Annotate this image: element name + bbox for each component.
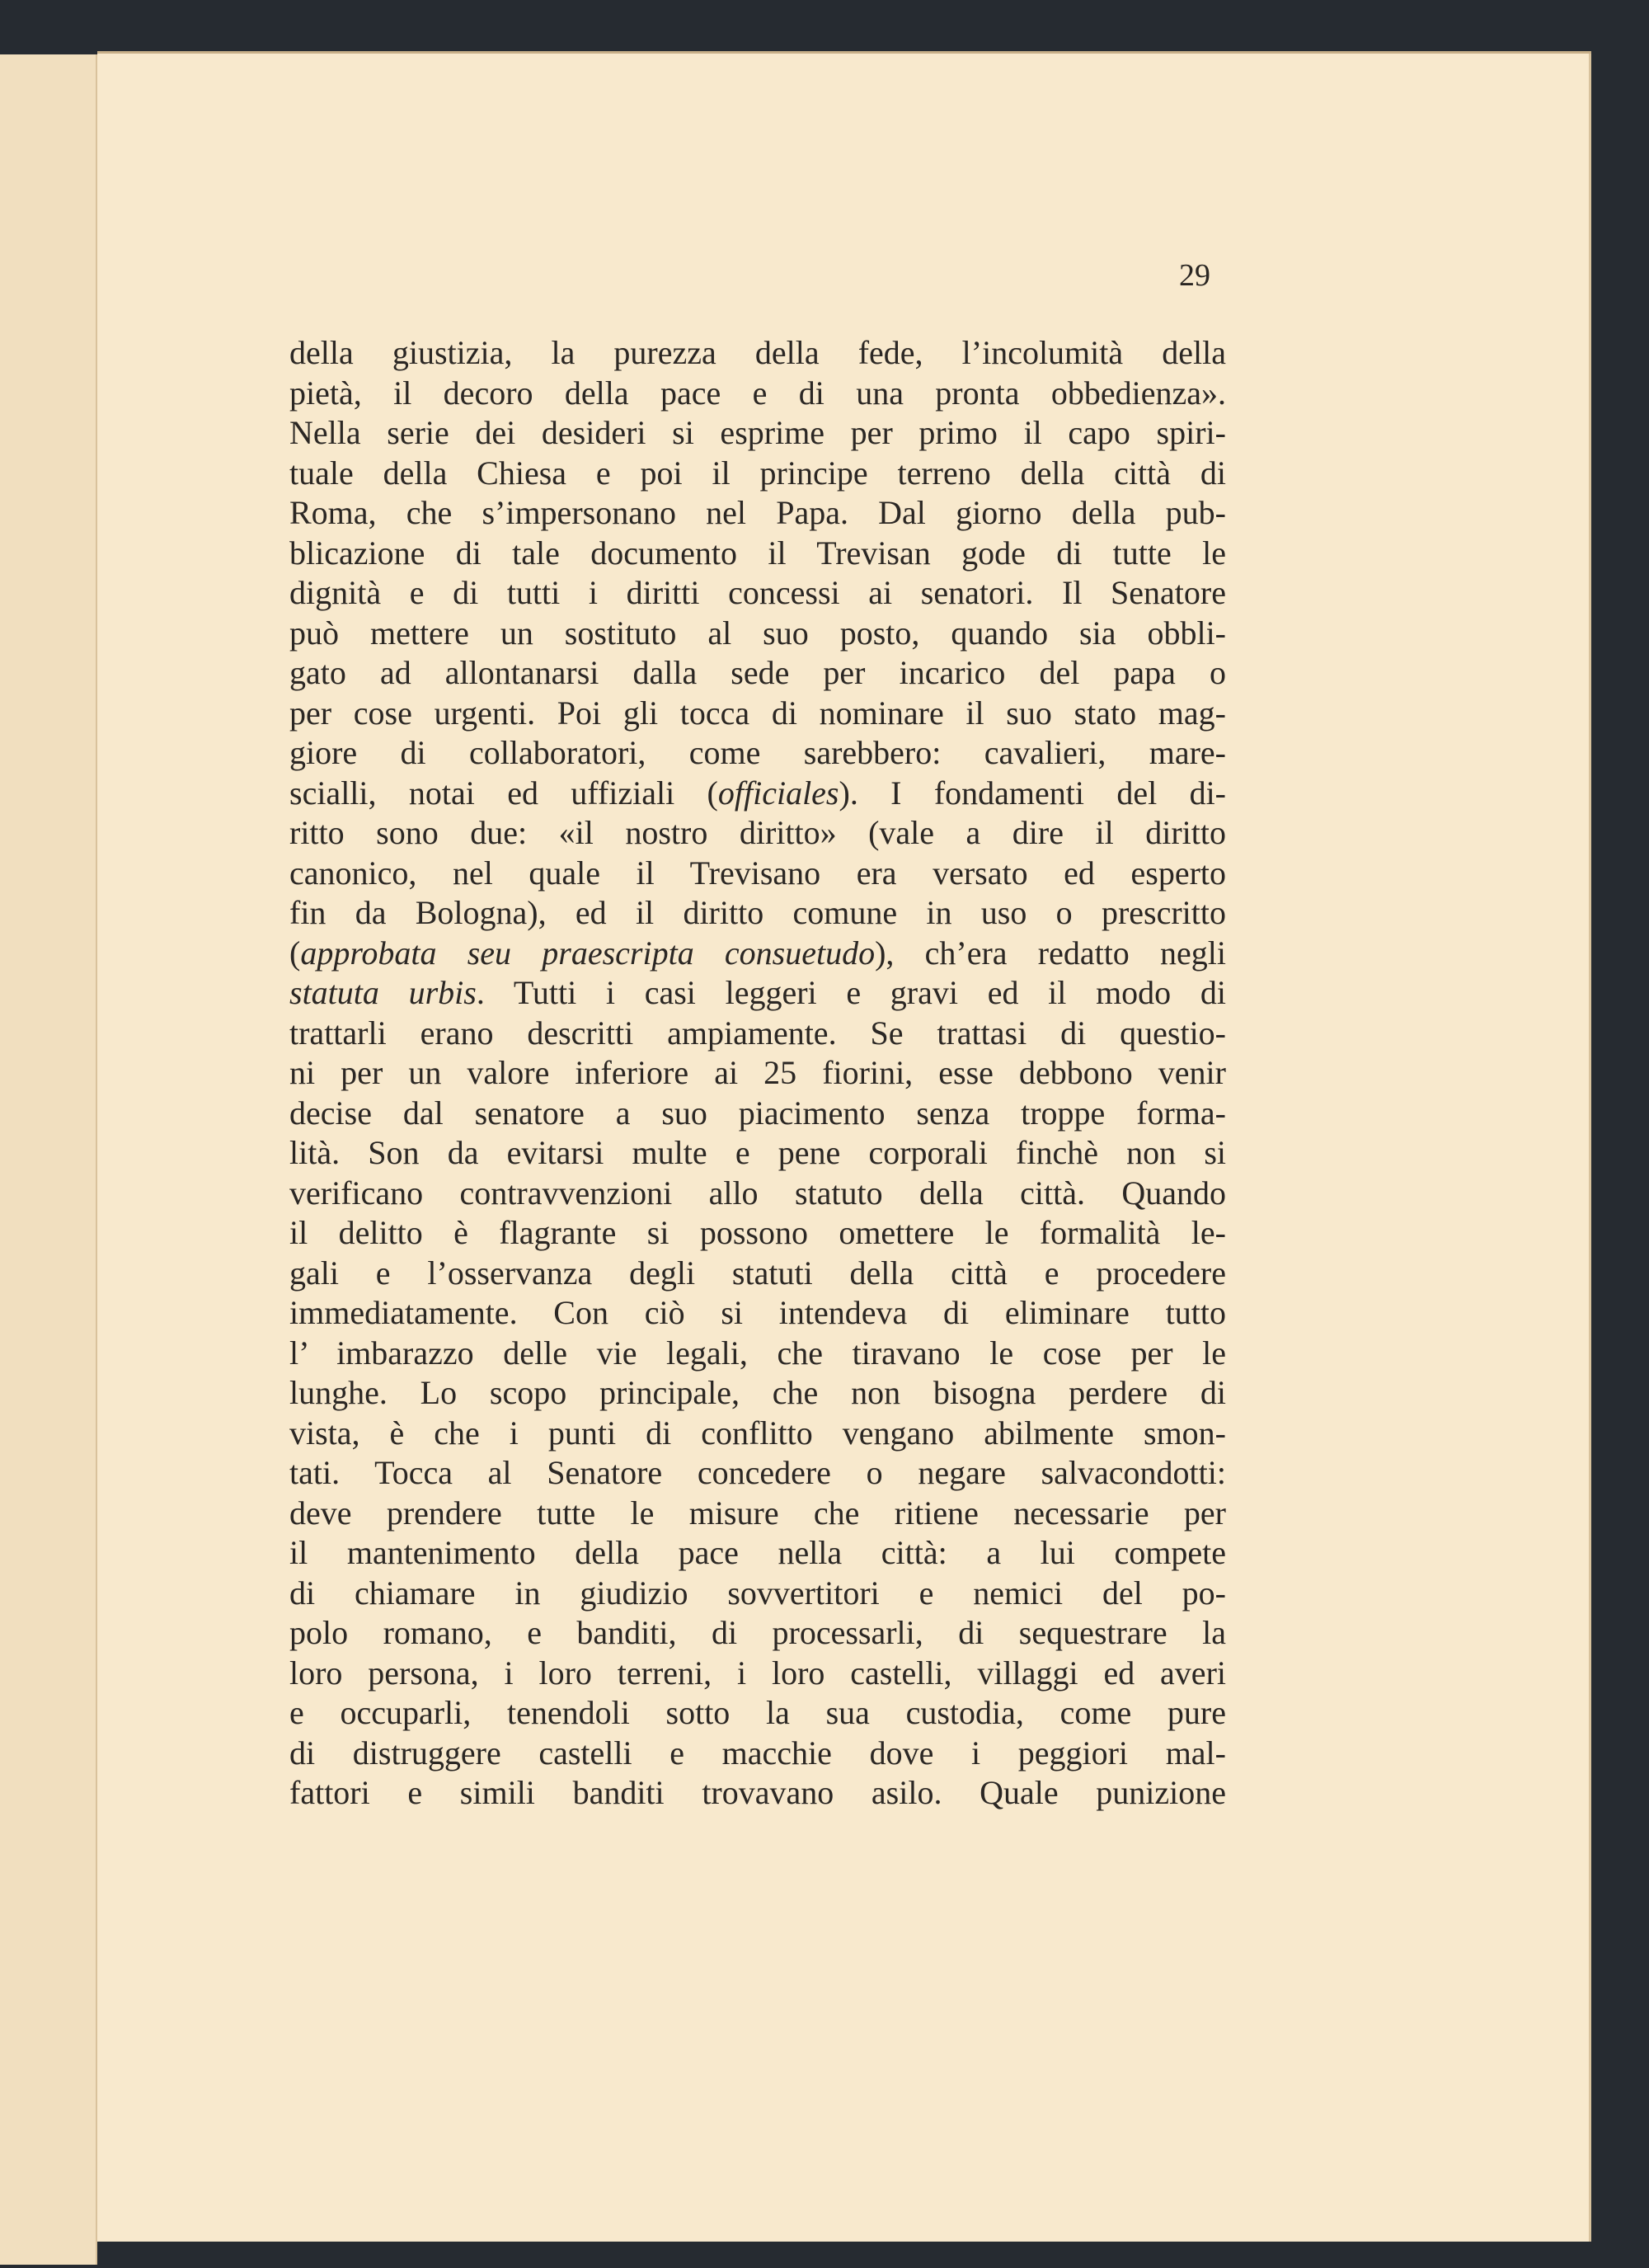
text-segment: giore di collaboratori, come sarebbero: cavalieri, mare- xyxy=(289,734,1226,771)
text-segment: ritto sono due: «il nostro diritto» (vale a dire il diritto xyxy=(289,814,1226,851)
text-segment: polo romano, e banditi, di processarli, di sequestrare la xyxy=(289,1614,1226,1651)
body-text xyxy=(289,333,1226,1814)
text-line xyxy=(289,454,1226,494)
text-segment: lunghe. Lo scopo principale, che non bisogna perdere di xyxy=(289,1374,1226,1411)
text-line xyxy=(289,493,1226,534)
text-segment: ni per un valore inferiore ai 25 fiorini, esse debbono venir xyxy=(289,1054,1226,1091)
text-line xyxy=(289,1613,1226,1654)
text-line xyxy=(289,333,1226,374)
text-line xyxy=(289,1693,1226,1734)
text-segment: di chiamare in giudizio sovvertitori e nemici del po- xyxy=(289,1574,1226,1612)
text-line xyxy=(289,934,1226,974)
text-line xyxy=(289,614,1226,654)
italic-text: officiales xyxy=(717,774,839,812)
text-segment: dignità e di tutti i diritti concessi ai senatori. Il Senatore xyxy=(289,574,1226,611)
text-segment: gali e l’osservanza degli statuti della città e procedere xyxy=(289,1254,1226,1292)
text-line xyxy=(289,694,1226,734)
text-segment: Nella serie dei desideri si esprime per primo il capo spiri- xyxy=(289,414,1226,451)
text-segment: trattarli erano descritti ampiamente. Se trattasi di questio- xyxy=(289,1014,1226,1052)
text-segment: tati. Tocca al Senatore concedere o negare salvacondotti: xyxy=(289,1454,1226,1491)
text-line xyxy=(289,973,1226,1014)
text-line xyxy=(289,813,1226,854)
text-segment: il mantenimento della pace nella città: a lui compete xyxy=(289,1534,1226,1571)
text-segment: lità. Son da evitarsi multe e pene corporali finchè non si xyxy=(289,1134,1226,1171)
text-segment: scialli, notai ed uffiziali ( xyxy=(289,774,718,812)
text-segment: immediatamente. Con ciò si intendeva di eliminare tutto xyxy=(289,1294,1226,1331)
text-segment: tuale della Chiesa e poi il principe terreno della città di xyxy=(289,454,1226,492)
text-line xyxy=(289,534,1226,574)
text-line xyxy=(289,413,1226,454)
text-line xyxy=(289,854,1226,894)
text-line xyxy=(289,1053,1226,1094)
text-segment: loro persona, i loro terreni, i loro castelli, villaggi ed averi xyxy=(289,1654,1226,1692)
text-segment: canonico, nel quale il Trevisano era versato ed esperto xyxy=(289,854,1226,892)
text-line xyxy=(289,1334,1226,1374)
text-segment: pietà, il decoro della pace e di una pronta obbedienza». xyxy=(289,374,1226,412)
text-segment: decise dal senatore a suo piacimento senza troppe forma- xyxy=(289,1094,1226,1132)
text-segment: blicazione di tale documento il Trevisan gode di tutte le xyxy=(289,534,1226,572)
text-segment: Roma, che s’impersonano nel Papa. Dal giorno della pub- xyxy=(289,494,1226,531)
text-segment: verificano contravvenzioni allo statuto della città. Quando xyxy=(289,1174,1226,1212)
text-line xyxy=(289,653,1226,694)
text-line xyxy=(289,1734,1226,1774)
previous-page-edge xyxy=(0,54,97,2265)
text-line xyxy=(289,1453,1226,1494)
text-line xyxy=(289,1494,1226,1534)
text-segment: fin da Bologna), ed il diritto comune in uso o prescritto xyxy=(289,894,1226,931)
text-line xyxy=(289,733,1226,774)
text-segment: vista, è che i punti di conflitto vengano abilmente smon- xyxy=(289,1414,1226,1452)
text-line xyxy=(289,1094,1226,1134)
text-line xyxy=(289,1373,1226,1414)
text-segment: ), ch’era redatto negli xyxy=(875,934,1226,972)
text-segment: il delitto è flagrante si possono omettere le formalità le- xyxy=(289,1214,1226,1251)
text-line xyxy=(289,1133,1226,1174)
text-line xyxy=(289,1414,1226,1454)
text-segment: l’ imbarazzo delle vie legali, che tiravano le cose per le xyxy=(289,1334,1226,1372)
text-segment: fattori e simili banditi trovavano asilo. Quale punizione xyxy=(289,1774,1226,1811)
text-line xyxy=(289,1773,1226,1814)
text-line xyxy=(289,1293,1226,1334)
text-segment: per cose urgenti. Poi gli tocca di nominare il suo stato mag- xyxy=(289,694,1226,732)
text-line xyxy=(289,1654,1226,1694)
text-line xyxy=(289,1014,1226,1054)
text-line xyxy=(289,1174,1226,1214)
italic-text: statuta urbis xyxy=(289,974,477,1011)
text-segment: della giustizia, la purezza della fede, l’incolumità della xyxy=(289,334,1226,371)
text-line xyxy=(289,1254,1226,1294)
italic-text: approbata seu praescripta consuetudo xyxy=(300,934,876,972)
text-line xyxy=(289,1533,1226,1574)
text-line xyxy=(289,374,1226,414)
text-segment: deve prendere tutte le misure che ritiene necessarie per xyxy=(289,1494,1226,1532)
text-line xyxy=(289,573,1226,614)
text-line xyxy=(289,774,1226,814)
page-number: 29 xyxy=(1179,258,1210,293)
text-line xyxy=(289,893,1226,934)
text-segment: ). I fondamenti del di- xyxy=(839,774,1226,812)
text-segment: di distruggere castelli e macchie dove i peggiori mal- xyxy=(289,1734,1226,1772)
text-line xyxy=(289,1213,1226,1254)
text-segment: gato ad allontanarsi dalla sede per incarico del papa o xyxy=(289,654,1226,691)
text-segment: può mettere un sostituto al suo posto, quando sia obbli- xyxy=(289,614,1226,652)
text-segment: ( xyxy=(289,934,301,972)
text-segment: . Tutti i casi leggeri e gravi ed il modo di xyxy=(476,974,1226,1011)
text-line xyxy=(289,1574,1226,1614)
text-segment: e occuparli, tenendoli sotto la sua custodia, come pure xyxy=(289,1694,1226,1731)
